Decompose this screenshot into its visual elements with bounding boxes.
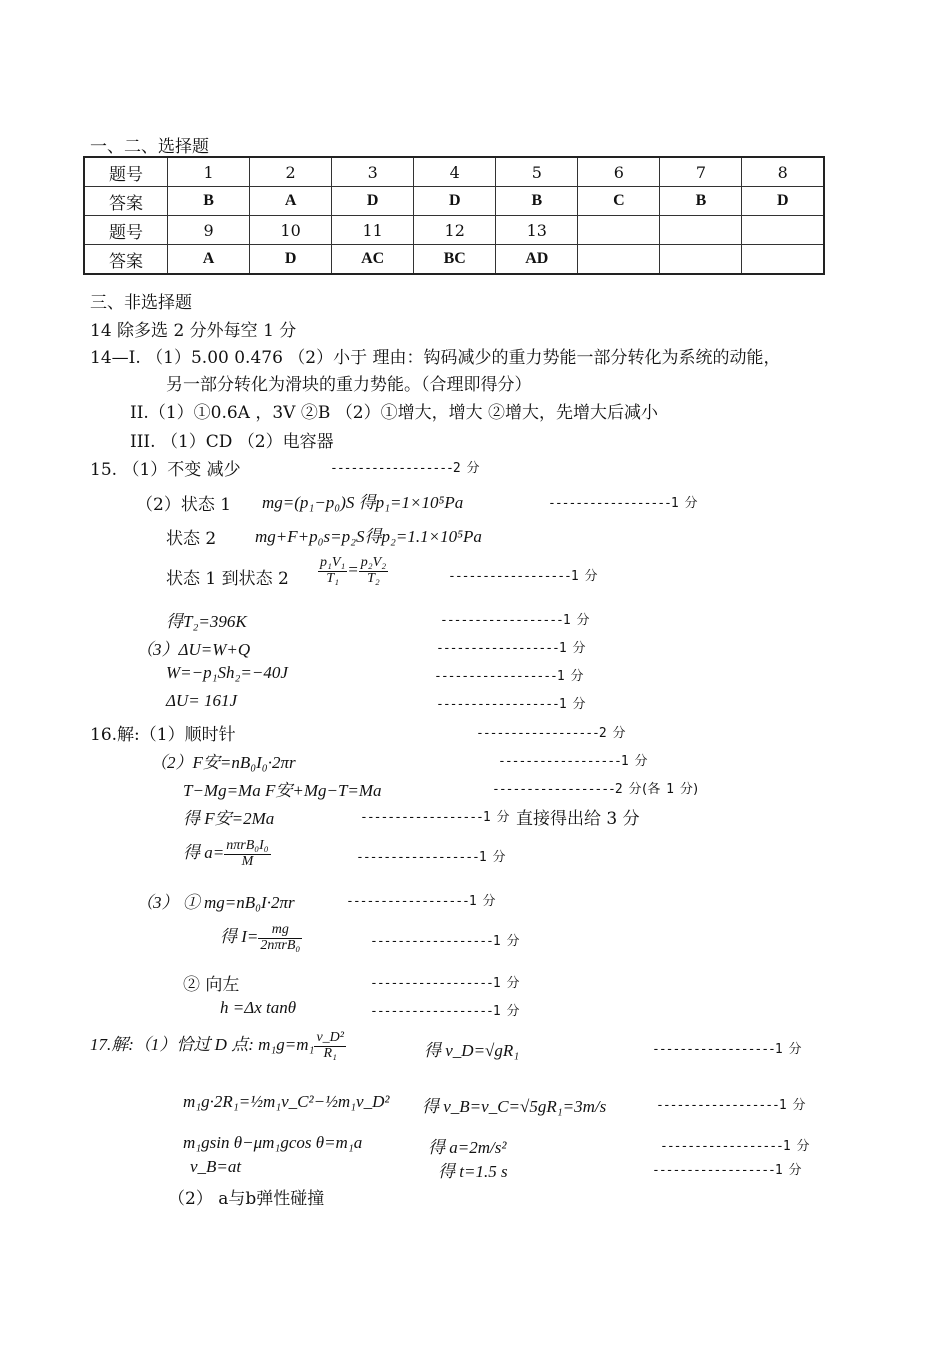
cell: 7 <box>660 157 742 187</box>
q15-part3-b: W=−p₁Sh₂=−40J <box>166 663 288 682</box>
cell: C <box>578 187 660 216</box>
score-dash: ------------------1 分 <box>370 934 519 949</box>
numerator: p₁V₁ <box>320 555 346 570</box>
table-row <box>84 157 824 187</box>
score-dash: ------------------1 分 <box>436 697 585 712</box>
cell: D <box>414 187 496 216</box>
fraction <box>314 1031 346 1061</box>
score-dash: ------------------2 分 <box>330 461 479 476</box>
cell: A <box>168 245 250 275</box>
denominator: 2nπrB₀ <box>260 937 301 953</box>
score-dash: ------------------1 分 <box>434 669 583 684</box>
cell: 12 <box>414 216 496 245</box>
score-dash: ------------------1 分 <box>346 894 495 909</box>
q17-part1-a-result: 得 v_D=√gR₁ <box>424 1041 520 1060</box>
cell: A <box>250 187 332 216</box>
q15-T2: 得T₂=396K <box>166 612 247 631</box>
cell: AC <box>332 245 414 275</box>
cell <box>578 245 660 275</box>
row-header: 答案 <box>84 245 168 275</box>
q15-state2-label: 状态 2 <box>166 529 217 549</box>
cell: B <box>496 187 578 216</box>
denominator: R₁ <box>323 1045 337 1061</box>
cell: 4 <box>414 157 496 187</box>
cell <box>742 245 824 275</box>
numerator: mg <box>258 923 302 939</box>
q17-part1-c-result: 得 a=2m/s² <box>428 1138 507 1157</box>
cell: 6 <box>578 157 660 187</box>
fraction <box>224 839 270 869</box>
row-header: 题号 <box>84 157 168 187</box>
score-dash: ------------------1 分 <box>652 1042 801 1057</box>
q15-part1: 15. （1）不变 减少 <box>90 460 241 480</box>
numerator: v_D² <box>316 1029 344 1045</box>
denominator: T₁ <box>326 570 339 586</box>
score-dash: ------------------1 分 <box>436 641 585 656</box>
table-row <box>84 187 824 216</box>
q17-part1-b: m₁g·2R₁=½m₁v_C²−½m₁v_D² <box>183 1092 390 1111</box>
table-row <box>84 245 824 275</box>
section-title-nonchoice: 三、非选择题 <box>90 293 192 313</box>
cell: 3 <box>332 157 414 187</box>
score-dash: ------------------2 分 <box>476 726 625 741</box>
score-dash: ------------------1 分 <box>498 754 647 769</box>
fraction <box>258 923 302 953</box>
q17-part1-b-result: 得 v_B=v_C=√5gR₁=3m/s <box>422 1097 607 1116</box>
cell: D <box>742 187 824 216</box>
q15-part2-label: （2）状态 1 <box>136 495 232 515</box>
q16-part2-note: 直接得出给 3 分 <box>516 809 640 829</box>
section-title-choice: 一、二、选择题 <box>90 137 209 157</box>
q16-part2-c: 得 F安=2Ma <box>183 809 275 828</box>
fraction <box>359 556 388 586</box>
q14-part2: II.（1）①0.6A ，3V ②B （2）①增大，增大 ②增大，先增大后减小 <box>130 403 658 423</box>
q14-note: 14 除多选 2 分外每空 1 分 <box>90 321 297 341</box>
q17-part1-d-result: 得 t=1.5 s <box>438 1162 508 1181</box>
score-dash: ------------------1 分 <box>356 850 505 865</box>
q17-part1-a <box>90 1030 346 1061</box>
score-dash: ------------------1 分 <box>360 810 509 825</box>
cell: 5 <box>496 157 578 187</box>
q14-part1-line2: 另一部分转化为滑块的重力势能。（合理即得分） <box>166 375 532 395</box>
score-dash: ------------------1 分 <box>370 976 519 991</box>
cell <box>578 216 660 245</box>
denominator: M <box>241 853 254 869</box>
q16-part3-a: （3） ① mg=nB₀I·2πr <box>136 893 295 912</box>
cell: AD <box>496 245 578 275</box>
cell: D <box>332 187 414 216</box>
row-header: 答案 <box>84 187 168 216</box>
q16-part3-c: ② 向左 <box>183 975 240 995</box>
eq-text: 17.解:（1）恰过 D 点: m₁g=m₁ <box>90 1035 315 1054</box>
cell: B <box>168 187 250 216</box>
q16-part3-b <box>220 922 302 953</box>
q15-state12-eq: $\frac{\text{p₁V₁}}{\text{T₁}}$ = $\frac{\text{p₂V₂}}{\text{T₂}}$ <box>320 555 387 586</box>
score-dash: ------------------1 分 <box>548 496 697 511</box>
numerator: nπrB₀I₀ <box>226 837 269 853</box>
cell: 10 <box>250 216 332 245</box>
q17-part2: （2） a与b弹性碰撞 <box>168 1189 325 1209</box>
score-dash: ------------------1 分 <box>440 613 589 628</box>
table-row <box>84 216 824 245</box>
cell: 13 <box>496 216 578 245</box>
q16-part2-a: （2）F安=nB₀I₀·2πr <box>150 753 296 772</box>
cell: 1 <box>168 157 250 187</box>
eq-prefix: 得 a= <box>183 843 225 862</box>
cell: B <box>660 187 742 216</box>
cell: 9 <box>168 216 250 245</box>
q17-part1-d: v_B=at <box>190 1157 242 1176</box>
cell <box>742 216 824 245</box>
q15-part2-eq: mg=(p₁−p₀)S 得p₁=1×10⁵Pa <box>262 493 464 512</box>
denominator: T₂ <box>367 570 380 586</box>
q15-state12-label: 状态 1 到状态 2 <box>166 569 289 589</box>
q15-part3-a: （3）ΔU=W+Q <box>136 640 251 659</box>
q15-state2-eq: mg+F+p₀s=p₂S得p₂=1.1×10⁵Pa <box>255 527 482 546</box>
q15-part3-c: ΔU= 161J <box>166 691 238 710</box>
cell: 2 <box>250 157 332 187</box>
eq-prefix: 得 I= <box>220 927 259 946</box>
q16-part2-d <box>183 838 271 869</box>
cell <box>660 245 742 275</box>
q16-part3-d: h =Δx tanθ <box>220 998 297 1017</box>
score-dash: ------------------2 分(各 1 分) <box>492 782 699 797</box>
numerator: p₂V₂ <box>360 555 387 570</box>
score-dash: ------------------1 分 <box>370 1004 519 1019</box>
row-header: 题号 <box>84 216 168 245</box>
cell: BC <box>414 245 496 275</box>
cell: 11 <box>332 216 414 245</box>
score-dash: ------------------1 分 <box>656 1098 805 1113</box>
score-dash: ------------------1 分 <box>448 569 597 584</box>
q16-part2-b: T−Mg=Ma F安+Mg−T=Ma <box>183 781 382 800</box>
cell: D <box>250 245 332 275</box>
fraction <box>318 556 347 586</box>
score-dash: ------------------1 分 <box>660 1139 809 1154</box>
q14-part3: III. （1）CD （2）电容器 <box>130 432 334 452</box>
q16-part1: 16.解:（1）顺时针 <box>90 725 236 745</box>
score-dash: ------------------1 分 <box>652 1163 801 1178</box>
answer-table <box>83 156 825 275</box>
cell <box>660 216 742 245</box>
q14-part1-line1: 14—I. （1）5.00 0.476 （2）小于 理由：钩码减少的重力势能一部分转化为系统的动能， <box>90 348 781 368</box>
q17-part1-c: m₁gsin θ−μm₁gcos θ=m₁a <box>183 1133 363 1152</box>
cell: 8 <box>742 157 824 187</box>
